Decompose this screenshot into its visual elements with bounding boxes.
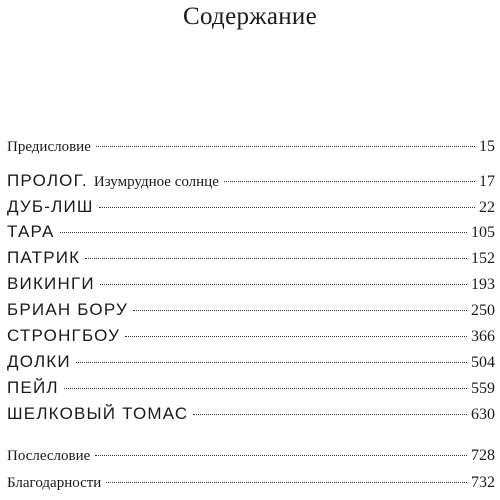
page-title: Содержание <box>183 3 317 30</box>
dot-leader <box>193 414 467 415</box>
dot-leader <box>106 482 467 483</box>
dot-leader <box>85 258 467 259</box>
entry-page-number: 504 <box>471 354 495 371</box>
entry-page-number: 559 <box>471 380 495 397</box>
toc-entry-dub-lish[interactable] <box>7 197 495 217</box>
entry-label: БРИАН БОРУ <box>7 300 129 319</box>
toc-entry-vikingi[interactable] <box>7 274 495 294</box>
dot-leader <box>125 336 467 337</box>
entry-page-number: 193 <box>471 276 495 293</box>
dot-leader <box>96 146 475 147</box>
entry-page-number: 366 <box>471 328 495 345</box>
entry-label: СТРОНГБОУ <box>7 326 121 345</box>
entry-page-number: 152 <box>471 250 495 267</box>
dot-leader <box>100 284 467 285</box>
dot-leader <box>99 207 475 208</box>
entry-label: Послесловие <box>7 448 91 464</box>
entry-label: ШЕЛКОВЫЙ ТОМАС <box>7 404 189 423</box>
entry-page-number: 250 <box>471 302 495 319</box>
entry-label: ПРОЛОГ. <box>7 171 88 190</box>
entry-page-number: 728 <box>471 447 495 464</box>
toc-entry-peil[interactable] <box>7 378 495 398</box>
entry-page-number: 17 <box>479 173 495 190</box>
entry-label: ПЕЙЛ <box>7 378 59 397</box>
dot-leader <box>95 455 467 456</box>
entry-page-number: 15 <box>479 138 495 155</box>
entry-label: Благодарности <box>7 475 102 491</box>
entry-page-number: 105 <box>471 224 495 241</box>
dot-leader <box>133 310 467 311</box>
entry-label: ВИКИНГИ <box>7 274 95 293</box>
entry-label: ДОЛКИ <box>7 352 71 371</box>
entry-page-number: 732 <box>471 474 495 491</box>
toc-entry-strongbow[interactable] <box>7 326 495 346</box>
entry-page-number: 630 <box>471 406 495 423</box>
toc-entry-silken-thomas[interactable] <box>7 404 495 424</box>
entry-label: ПАТРИК <box>7 248 81 267</box>
toc-entry-preface[interactable] <box>7 138 495 156</box>
entry-page-number: 22 <box>479 199 495 216</box>
toc-entry-dolki[interactable] <box>7 352 495 372</box>
toc-entry-prologue[interactable] <box>7 171 495 191</box>
dot-leader <box>64 388 467 389</box>
entry-label: Предисловие <box>7 139 91 155</box>
toc-entry-acknowledgements[interactable] <box>7 474 495 492</box>
toc-entry-afterword[interactable] <box>7 447 495 465</box>
toc-entry-patrik[interactable] <box>7 248 495 268</box>
toc-entry-tara[interactable] <box>7 222 495 242</box>
entry-label: ДУБ-ЛИШ <box>7 197 94 216</box>
entry-subtitle: Изумрудное солнце <box>93 174 219 190</box>
dot-leader <box>60 232 468 233</box>
dot-leader <box>224 181 475 182</box>
toc-entry-brian-boru[interactable] <box>7 300 495 320</box>
dot-leader <box>76 362 467 363</box>
entry-label: ТАРА <box>7 222 55 241</box>
